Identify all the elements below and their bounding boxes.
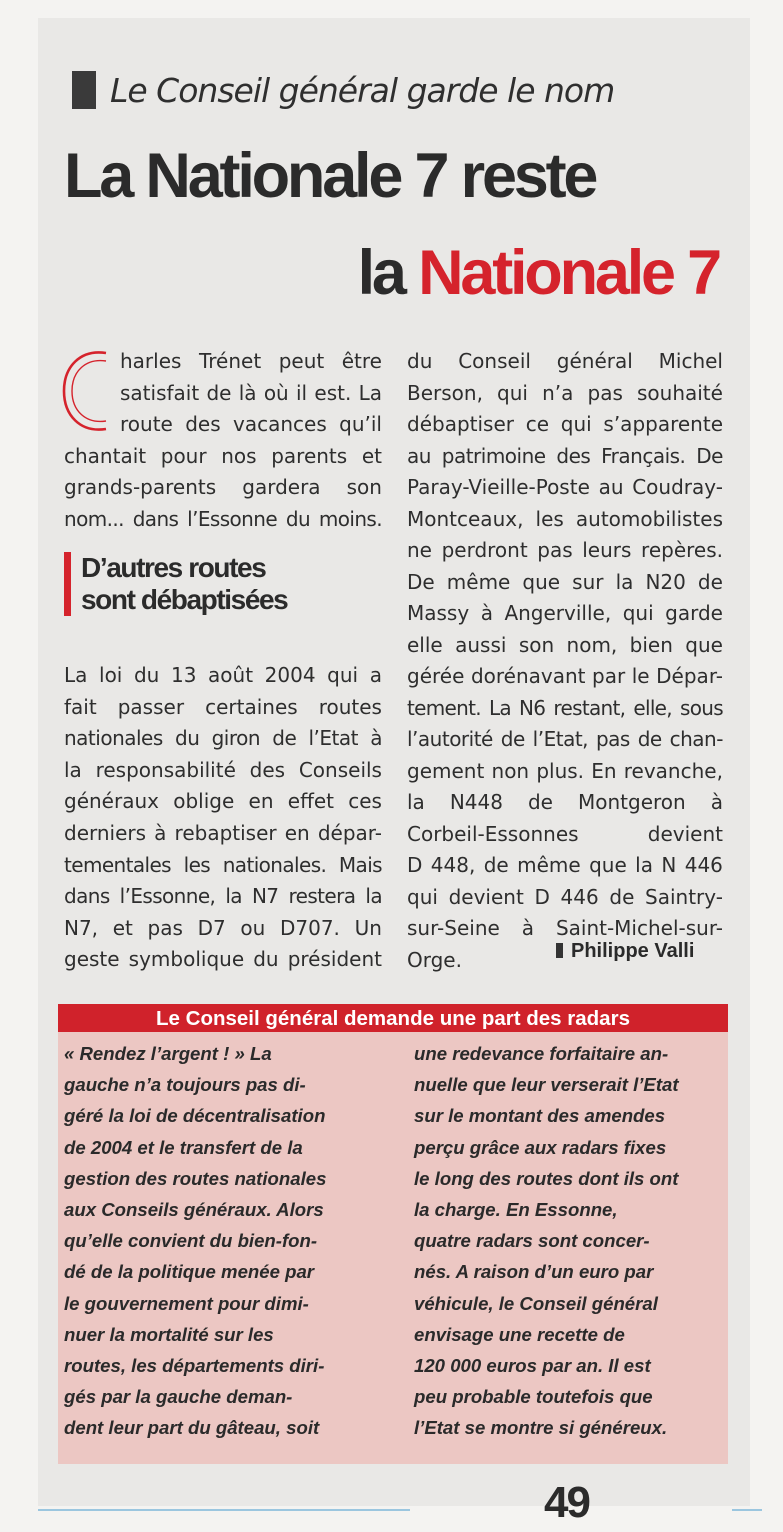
byline	[556, 940, 694, 963]
subheading-line-1: D’autres routes	[81, 552, 266, 583]
kicker-square-icon	[72, 71, 96, 109]
body-line: D 448, de même que la N 446	[407, 853, 723, 877]
box-line: routes, les départements diri-	[64, 1355, 325, 1377]
intro-line: harles Trénet peut être	[120, 349, 382, 373]
box-line: une redevance forfaitaire an-	[414, 1043, 669, 1064]
body-line: du Conseil général Michel	[407, 349, 723, 373]
box-line: dé de la politique menée par	[64, 1261, 315, 1283]
footer-rule-left	[38, 1509, 410, 1511]
box-line: véhicule, le Conseil général	[414, 1292, 658, 1314]
body-line: ne perdront pas leurs repères.	[407, 538, 723, 562]
subheading	[64, 552, 401, 616]
intro-line: grands-parents gardera son	[64, 475, 382, 499]
box-line: qu’elle convient du bien-fon-	[64, 1230, 318, 1252]
intro-line: satisfait de là où il est. La	[120, 380, 382, 405]
headline-line-2-red: Nationale 7	[418, 238, 719, 308]
box-line: dent leur part du gâteau, soit	[64, 1417, 320, 1439]
box-line: sur le montant des amendes	[414, 1105, 666, 1127]
box-line: de 2004 et le transfert de la	[64, 1136, 303, 1158]
intro-line: nom... dans l’Essonne du moins.	[64, 506, 382, 531]
headline-line-1: La Nationale 7 reste	[64, 141, 596, 211]
body-line: Orge.	[407, 947, 462, 972]
body-line: Paray-Vieille-Poste au Coudray-	[407, 475, 723, 499]
box-line: gauche n’a toujours pas di-	[64, 1074, 306, 1096]
kicker	[72, 68, 614, 112]
box-line: quatre radars sont concer-	[414, 1230, 650, 1252]
intro-paragraph	[64, 346, 382, 535]
body-line: N7, et pas D7 ou D707. Un	[64, 915, 382, 940]
box-line: perçu grâce aux radars fixes	[414, 1136, 667, 1158]
body-line: Massy à Angerville, qui garde	[407, 601, 723, 625]
intro-line: route des vacances qu’il	[120, 412, 382, 436]
subheading-line-2: sont débaptisées	[81, 584, 288, 615]
body-line: gement non plus. En revanche,	[407, 758, 723, 783]
body-line: Montceaux, les automobilistes	[407, 506, 723, 531]
box-line: le gouvernement pour dimi-	[64, 1292, 309, 1314]
box-line: peu probable toutefois que	[414, 1386, 653, 1408]
box-line: gés par la gauche deman-	[64, 1386, 293, 1408]
body-line: au patrimoine des Français. De	[407, 443, 723, 468]
sidebar-box-right-column	[414, 1038, 724, 1444]
box-line: géré la loi de décentralisation	[64, 1105, 326, 1127]
box-line: le long des routes dont ils ont	[414, 1167, 679, 1189]
box-line: « Rendez l’argent ! » La	[64, 1043, 272, 1064]
footer-rule-right	[732, 1509, 762, 1511]
left-body-paragraph	[64, 660, 382, 976]
body-line: fait passer certaines routes	[64, 694, 382, 719]
page-number: 49	[544, 1478, 589, 1527]
box-line: 120 000 euros par an. Il est	[414, 1355, 651, 1377]
byline-author: Philippe Valli	[571, 940, 695, 962]
body-line: débaptiser ce qui s’apparente	[407, 412, 723, 436]
headline-line-2	[358, 237, 719, 309]
box-line: nuelle que leur verserait l’Etat	[414, 1074, 679, 1096]
sidebar-box-left-column	[64, 1038, 374, 1444]
body-line: qui devient D 446 de Saintry-	[407, 884, 723, 909]
body-line: l’autorité de l’Etat, pas de chan-	[407, 727, 723, 751]
body-line: dans l’Essonne, la N7 restera la	[64, 884, 382, 909]
headline-line-2-prefix: la	[357, 238, 404, 308]
right-body-paragraph	[407, 346, 723, 976]
box-line: nuer la mortalité sur les	[64, 1323, 274, 1345]
box-line: gestion des routes nationales	[64, 1167, 327, 1189]
box-line: envisage une recette de	[414, 1323, 625, 1345]
body-line: la responsabilité des Conseils	[64, 757, 382, 782]
body-line: nationales du giron de l’Etat à	[64, 726, 382, 751]
body-line: gérée dorénavant par le Dépar-	[407, 664, 723, 688]
body-line: Berson, qui n’a pas souhaité	[407, 380, 723, 405]
sidebar-box	[58, 1004, 728, 1464]
box-line: la charge. En Essonne,	[414, 1199, 618, 1221]
byline-square-icon	[556, 943, 563, 958]
body-line: tement. La N6 restant, elle, sous	[407, 695, 723, 720]
body-line: geste symbolique du président	[64, 947, 382, 972]
body-line: La loi du 13 août 2004 qui a	[64, 663, 382, 687]
body-line: tementales les nationales. Mais	[64, 852, 382, 877]
box-line: nés. A raison d’un euro par	[414, 1261, 654, 1283]
body-line: elle aussi son nom, bien que	[407, 632, 723, 657]
body-line: généraux oblige en effet ces	[64, 789, 382, 814]
body-line: sur-Seine à Saint-Michel-sur-	[407, 916, 723, 940]
sidebar-box-title: Le Conseil général demande une part des radars	[58, 1004, 728, 1032]
box-line: l’Etat se montre si généreux.	[414, 1417, 668, 1439]
intro-line: chantait pour nos parents et	[64, 443, 382, 468]
kicker-text: Le Conseil général garde le nom	[110, 70, 615, 110]
body-line: derniers à rebaptiser en dépar-	[64, 820, 382, 845]
body-line: De même que sur la N20 de	[407, 569, 723, 594]
body-line: la N448 de Montgeron à	[407, 790, 723, 814]
box-line: aux Conseils généraux. Alors	[64, 1199, 324, 1221]
body-line: Corbeil-Essonnes devient	[407, 821, 723, 846]
